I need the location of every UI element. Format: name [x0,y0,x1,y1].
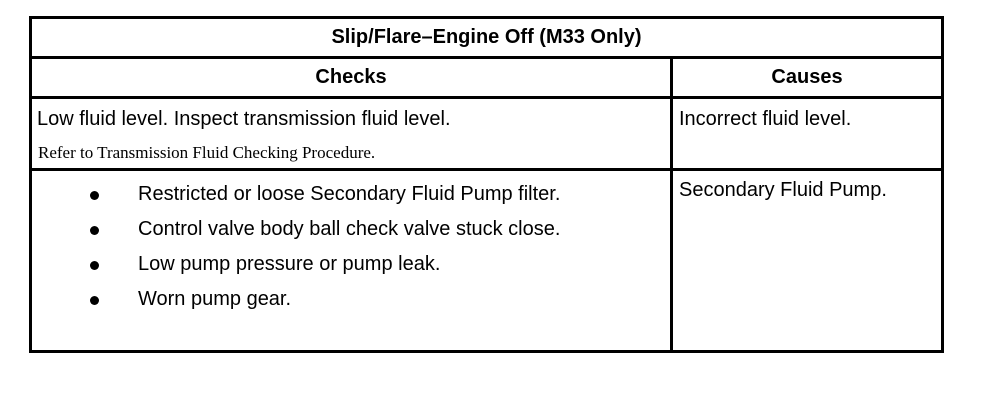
checks-column-header: Checks [315,66,387,88]
table-row [32,99,941,171]
check-reference-note: Refer to Transmission Fluid Checking Procedure. [38,143,376,162]
causes-column-header: Causes [771,66,843,88]
cause-text: Secondary Fluid Pump. [679,179,887,201]
troubleshooting-table [29,16,944,353]
check-item-text: Worn pump gear. [138,288,292,310]
bullet-icon [90,191,99,200]
check-item-text: Control valve body ball check valve stuck close. [138,218,561,240]
table-header-row [32,59,941,99]
check-item-text: Restricted or loose Secondary Fluid Pump filter. [138,183,561,205]
bullet-icon [90,296,99,305]
table-title: Slip/Flare–Engine Off (M33 Only) [32,19,941,59]
bullet-icon [90,226,99,235]
cause-text: Incorrect fluid level. [679,108,852,130]
table-row [32,171,941,353]
check-text: Low fluid level. Inspect transmission fluid level. [37,108,451,130]
bullet-icon [90,261,99,270]
check-item-text: Low pump pressure or pump leak. [138,253,441,275]
